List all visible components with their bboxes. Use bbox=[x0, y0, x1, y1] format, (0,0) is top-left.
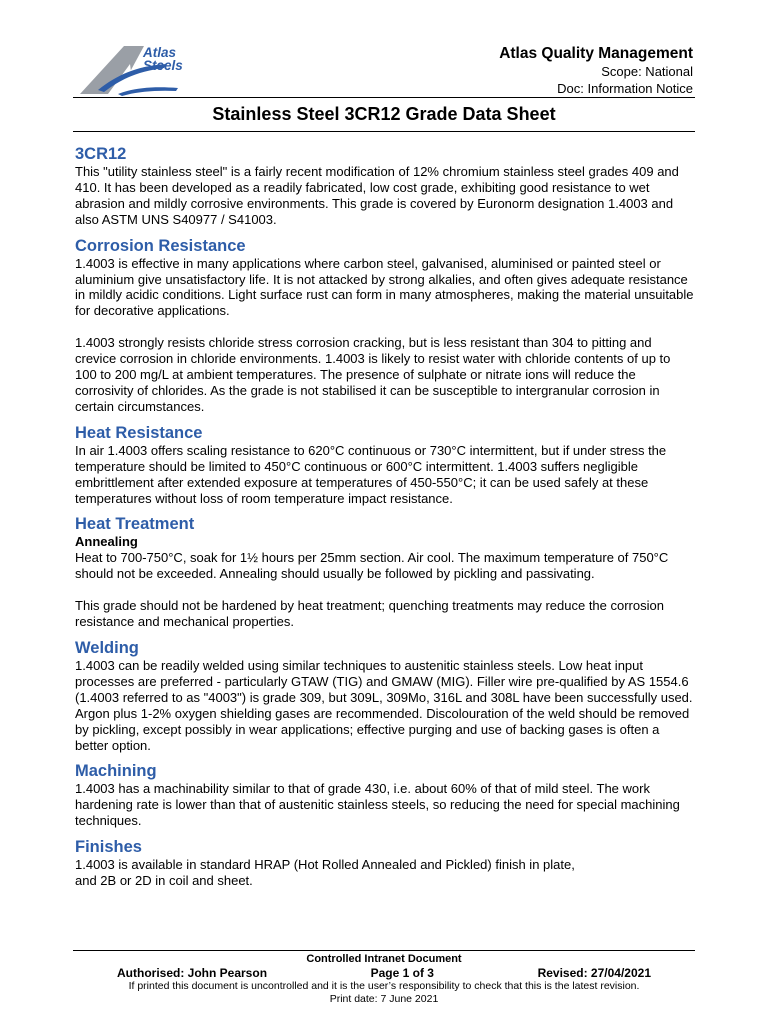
section-text-finishes-2: and 2B or 2D in coil and sheet. bbox=[75, 873, 253, 889]
logo-word-atlas: Atlas bbox=[143, 45, 177, 60]
scope-label: Scope: National bbox=[601, 64, 693, 79]
footer-print-date: Print date: 7 June 2021 bbox=[329, 992, 439, 1005]
footer-divider bbox=[73, 950, 695, 951]
section-text-corrosion-2: 1.4003 strongly resists chloride stress corrosion cracking, but is less resistant than 304 to pitting and crevice corrosion in chloride environments. 1.4003 is likely to resist water with chloride contents of up to 100 to 200 mg/L at ambient temperatures. The presence of sulphate or nitrate ions will reduce the corrosivity of chlorides. As the grade is not stabilised it can be susceptible to intergranular corrosion in certain circumstances. bbox=[75, 335, 671, 414]
document-header bbox=[499, 44, 693, 97]
logo-mark-icon bbox=[78, 44, 203, 96]
footer-notice: If printed this document is uncontrolled and it is the user’s responsibility to check that this is the latest revision. bbox=[128, 980, 640, 992]
section-text-heat-resistance: In air 1.4003 offers scaling resistance to 620°C continuous or 730°C intermittent, but if under stress the temperature should be limited to 450°C continuous or 600°C intermittent. 1.4003 suffers negligible embrittlement after extended exposure at temperatures of 450-550°C; it can be used safely at these temperatures without loss of room temperature impact resistance. bbox=[75, 442, 667, 506]
document-body bbox=[75, 144, 695, 889]
company-name: Atlas Quality Management bbox=[499, 45, 693, 62]
section-heading-welding: Welding bbox=[75, 639, 139, 658]
section-text-machining: 1.4003 has a machinability similar to that of grade 430, i.e. about 60% of that of mild steel. The work hardening rate is lower than that of austenitic stainless steels, so reducing the need for special machining techniques. bbox=[75, 781, 680, 829]
section-heading-heat-treatment: Heat Treatment bbox=[75, 515, 195, 534]
footer-authorised: Authorised: John Pearson bbox=[117, 966, 268, 980]
logo-wordmark bbox=[143, 46, 183, 72]
doc-type-label: Doc: Information Notice bbox=[557, 81, 693, 96]
section-heading-finishes: Finishes bbox=[75, 838, 142, 857]
section-text-corrosion-1: 1.4003 is effective in many applications where carbon steel, galvanised, aluminised or painted steel or aluminium give unsatisfactory life. It is not attacked by strong alkalies, and often gives adequate resistance in mildly acidic conditions. Light surface rust can form in many atmospheres, making the material unsuitable for decorative applications. bbox=[75, 255, 694, 319]
footer-page-number: Page 1 of 3 bbox=[370, 966, 434, 980]
section-text-annealing: Heat to 700-750°C, soak for 1½ hours per 25mm section. Air cool. The maximum temperature of 750°C should not be exceeded. Annealing should usually be followed by pickling and passivating. bbox=[75, 550, 669, 582]
footer-meta-row bbox=[73, 966, 695, 980]
title-divider bbox=[73, 131, 695, 132]
section-text-finishes-1: 1.4003 is available in standard HRAP (Hot Rolled Annealed and Pickled) finish in plate, bbox=[75, 857, 575, 873]
logo-word-steels: Steels bbox=[143, 58, 183, 73]
section-heading-corrosion: Corrosion Resistance bbox=[75, 236, 246, 255]
section-text-3cr12: This "utility stainless steel" is a fairly recent modification of 12% chromium stainless steel grades 409 and 410. It has been developed as a readily fabricated, low cost grade, exhibiting good resistance to wet abrasion and mildly corrosive environments. This grade is covered by Euronorm designation 1.4003 and also ASTM UNS S40977 / S41003. bbox=[75, 164, 679, 227]
section-heading-machining: Machining bbox=[75, 762, 157, 781]
document-footer bbox=[73, 953, 695, 1005]
subheading-annealing: Annealing bbox=[75, 534, 138, 550]
section-text-hardening: This grade should not be hardened by heat treatment; quenching treatments may reduce the corrosion resistance and mechanical properties. bbox=[75, 598, 664, 630]
atlas-steels-logo bbox=[78, 44, 203, 96]
page-title: Stainless Steel 3CR12 Grade Data Sheet bbox=[212, 104, 556, 124]
header-divider bbox=[73, 97, 695, 98]
section-heading-3cr12: 3CR12 bbox=[75, 145, 127, 163]
section-heading-heat-resistance: Heat Resistance bbox=[75, 423, 203, 442]
footer-title: Controlled Intranet Document bbox=[306, 953, 462, 965]
footer-revised: Revised: 27/04/2021 bbox=[537, 966, 651, 980]
section-text-welding: 1.4003 can be readily welded using similar techniques to austenitic stainless steels. Low heat input processes are preferred - particularly GTAW (TIG) and GMAW (MIG). Filler wire pre-qualified by AS 1554.6 (1.4003 referred to as "4003") is grade 309, but 309L, 309Mo, 316L and 308L have been successfully used. Argon plus 1-2% oxygen shielding gases are recommended. Discolouration of the weld should be removed by pickling, except possibly in wear applications; effective purging and use of backing gases is often a better option. bbox=[75, 658, 693, 753]
